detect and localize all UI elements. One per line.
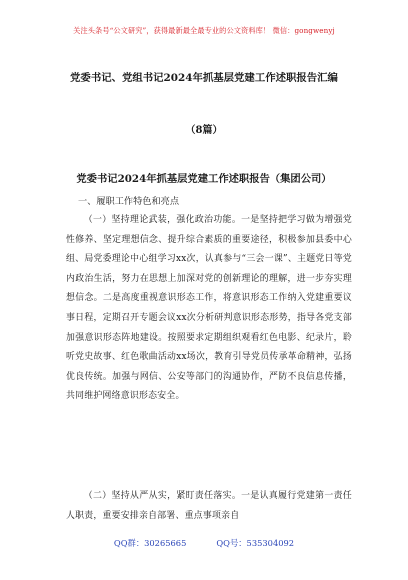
- heading-level-1: 一、履职工作特色和亮点: [78, 196, 180, 207]
- section-title: 党委书记2024年抓基层党建工作述职报告（集团公司）: [76, 173, 332, 185]
- document-count: （8篇）: [185, 125, 223, 136]
- contact-footer: [0, 537, 408, 549]
- body-paragraph: （一）坚持理论武装，强化政治功能。一是坚持把学习做为增强党性修养、坚定理想信念、提升综合素质的重要途径，积极参加县委中心组、局党委理论中心组学习xx次，认真参与“三会一课”、主题党日等党内政治生活，努力在思想上加深对党的创新理论的理解，进一步夯实理想信念。二是高度重视意识形态工作，将意识形态工作纳入党建重要议事日程，定期召开专题会议xx次分析研判意识形态形势，指导各党支部加强意识形态阵地建设。按照要求定期组织观看红色电影、纪录片，聆听党史故事、红色歌曲活动xx场次，教育引导党员传承革命精神，弘扬优良传统。加强与网信、公安等部门的沟通协作，严防不良信息传播，共同维护网络意识形态安全。: [66, 215, 352, 402]
- promo-banner: 关注头条号“公文研究”，获得最新最全最专业的公文资料库！ 微信：gongwenyj: [73, 26, 335, 35]
- qq-number-text: QQ号：535304092: [216, 538, 295, 548]
- body-paragraph: （二）坚持从严从实，紧盯责任落实。一是认真履行党建第一责任人职责，重要安排亲自部署、重点事项亲自: [66, 491, 352, 521]
- document-title: 党委书记、党组书记2024年抓基层党建工作述职报告汇编: [70, 72, 338, 84]
- qq-group-text: QQ群：30265665: [113, 538, 187, 548]
